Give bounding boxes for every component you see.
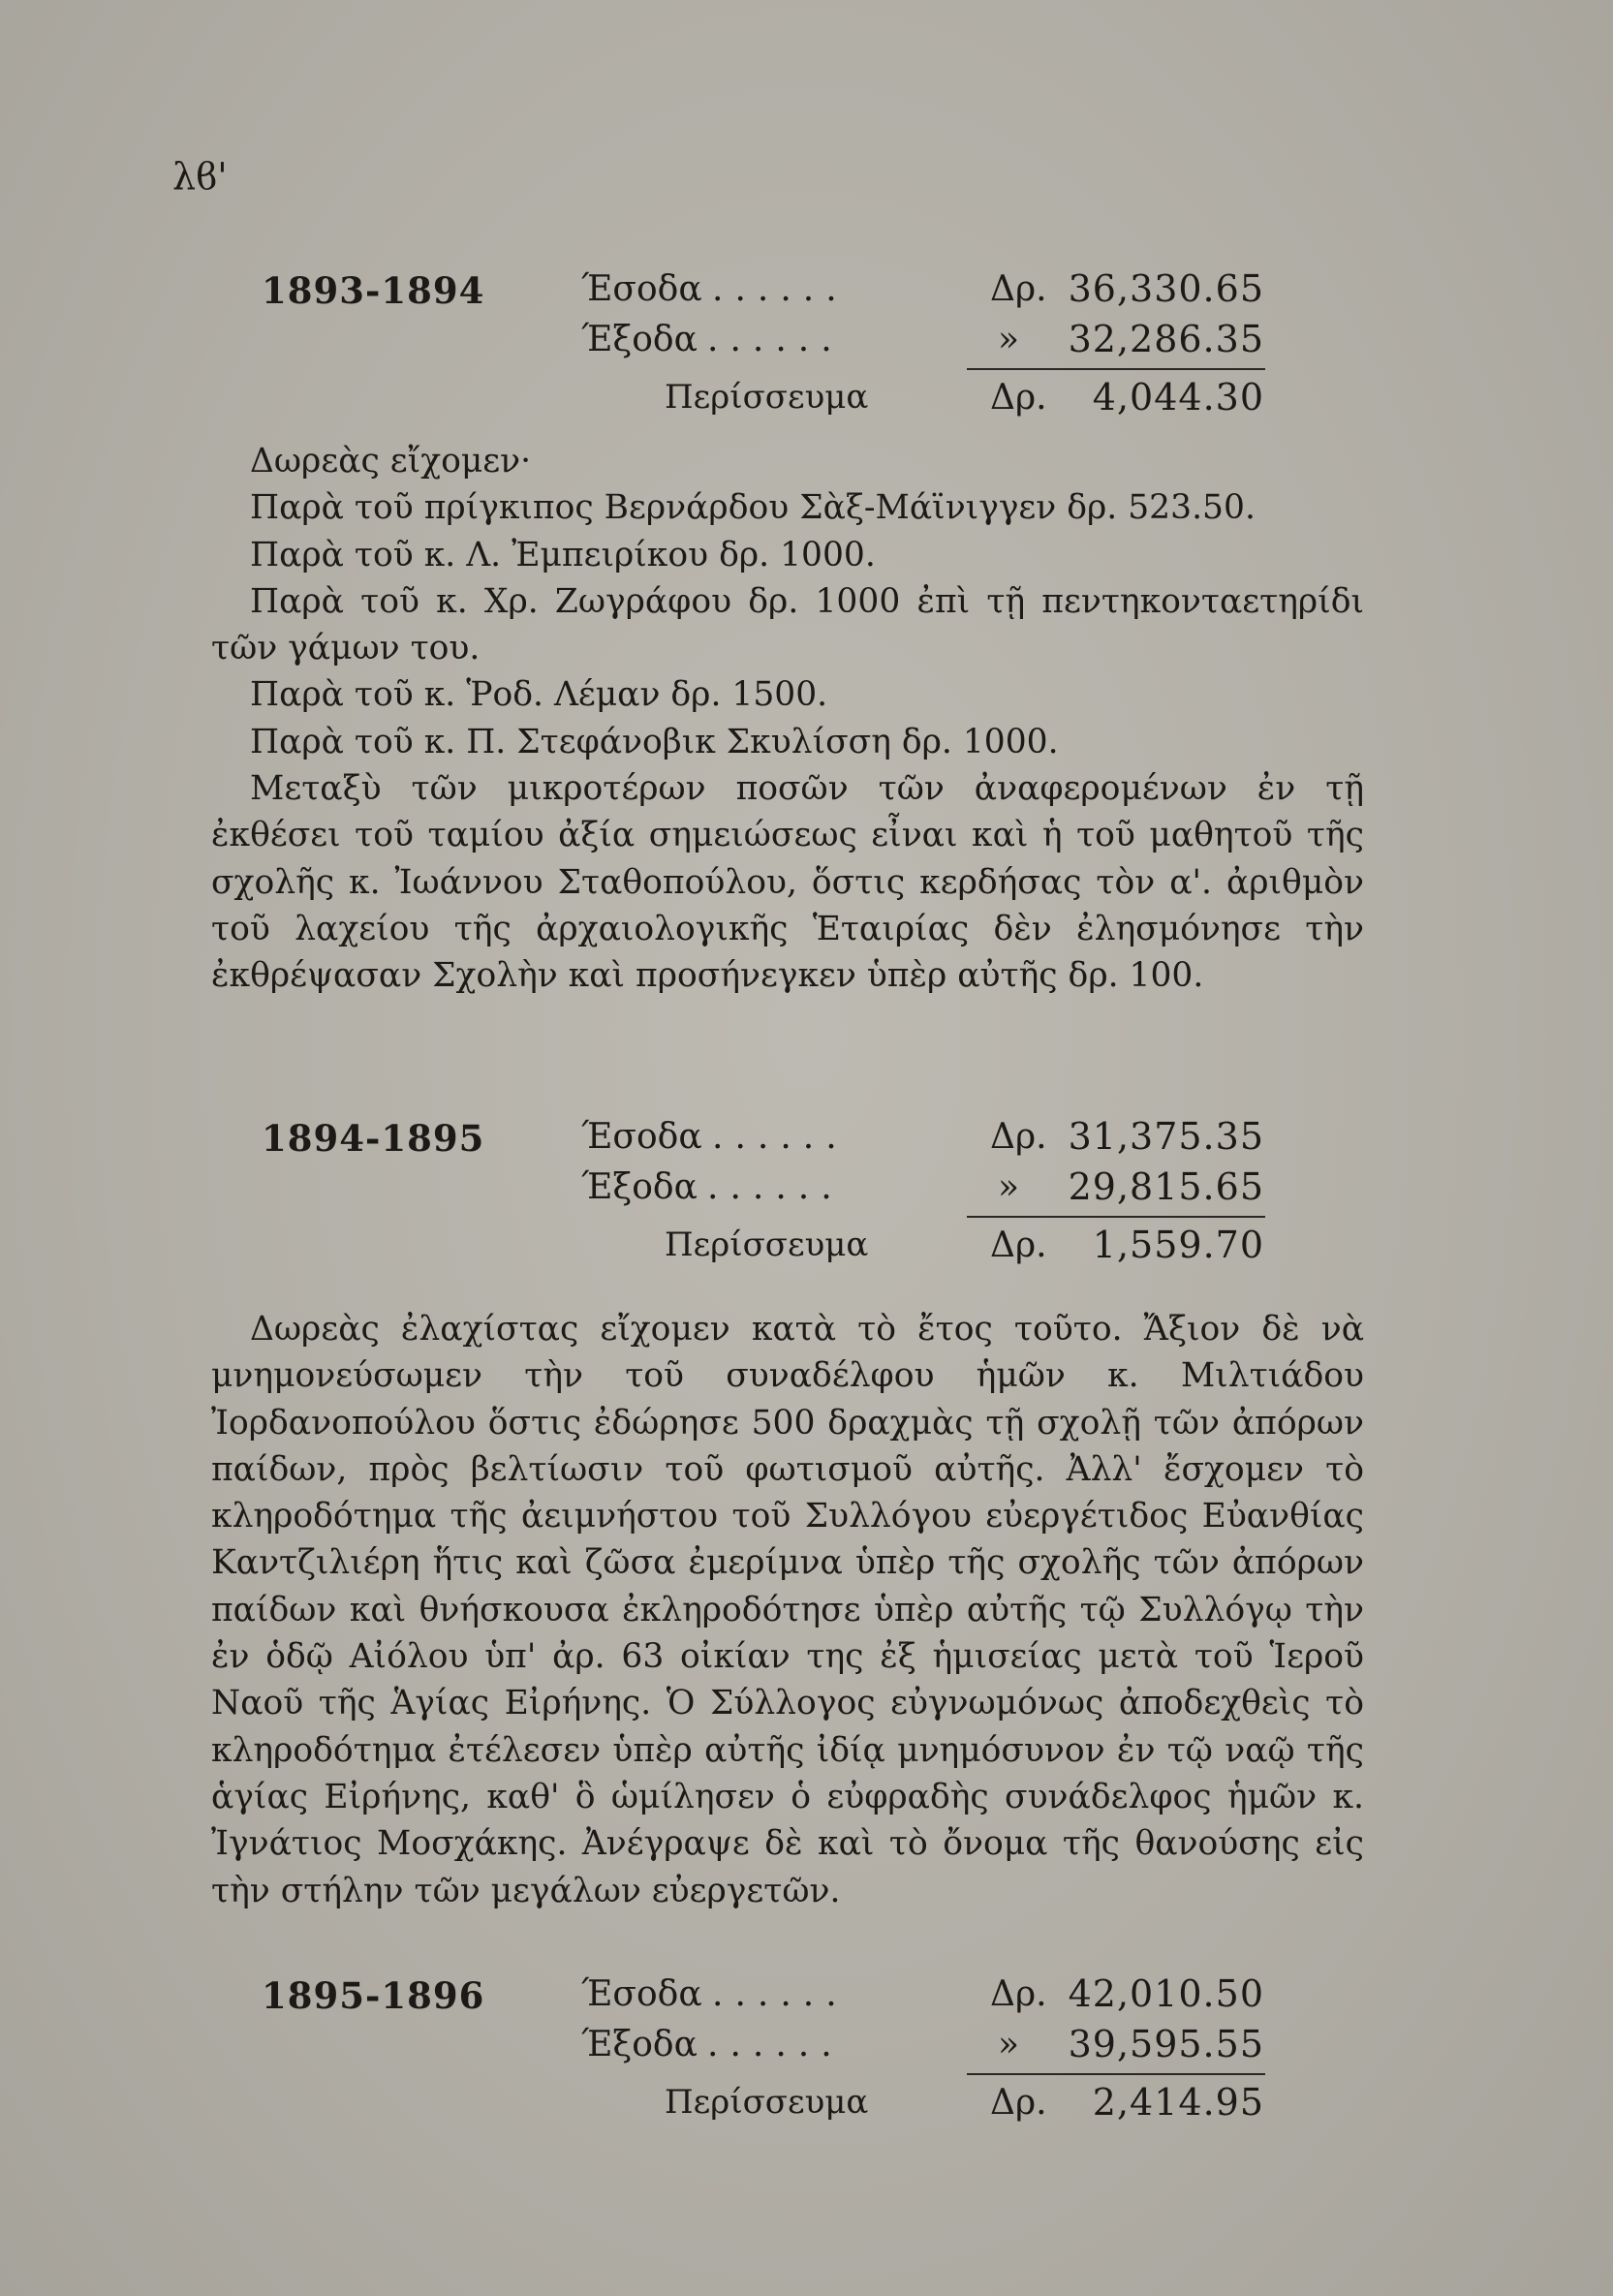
surplus-amount: 2,414.95 [1092,2081,1264,2124]
surplus-label: Περίσσευμα [665,2083,869,2122]
leader-dots: ...... [712,1117,849,1157]
income-amount: 42,010.50 [1068,1972,1264,2015]
sum-rule [967,368,1265,370]
account-years: 1893-1894 [262,269,485,312]
income-amount: 31,375.35 [1068,1115,1264,1158]
account-years: 1894-1895 [262,1117,485,1160]
surplus-currency: Δρ. [990,2083,1047,2123]
bequest-paragraph: Δωρεὰς ἐλαχίστας εἴχομεν κατὰ τὸ ἔτος τοῦτο. Ἄξιον δὲ νὰ μνημονεύσωμεν τὴν τοῦ συναδέλφου ἡμῶν κ. Μιλτιάδου Ἰορδανοπούλου ὅστις ἐδώρησε 500 δραχμὰς τῇ σχολῇ τῶν ἀπόρων παίδων, πρὸς βελτίωσιν τοῦ φωτισμοῦ αὐτῆς. Ἀλλ' ἔσχομεν τὸ κληροδότημα τῆς ἀειμνήστου τοῦ Συλλόγου εὐεργέτιδος Εὐανθίας Καντζιλιέρη ἥτις καὶ ζῶσα ἐμερίμνα ὑπὲρ τῆς σχολῆς τῶν ἀπόρων παίδων καὶ θνήσκουσα ἐκληροδότησε ὑπὲρ αὐτῆς τῷ Συλλόγῳ τὴν ἐν ὁδῷ Αἰόλου ὑπ' ἀρ. 63 οἰκίαν της ἐξ ἡμισείας μετὰ τοῦ Ἱεροῦ Ναοῦ τῆς Ἁγίας Εἰρήνης. Ὁ Σύλλογος εὐγνωμόνως ἀποδεχθεὶς τὸ κληροδότημα ἐτέλεσεν ὑπὲρ αὐτῆς ἰδίᾳ μνημόσυνον ἐν τῷ ναῷ τῆς ἁγίας Εἰρήνης, καθ' ὃ ὡμίλησεν ὁ εὐφραδὴς συνάδελφος ἡμῶν κ. Ἰγνάτιος Μοσχάκης. Ἀνέγραψε δὲ καὶ τὸ ὄνομα τῆς θανούσης εἰς τὴν στήλην τῶν μεγάλων εὐεργετῶν. [211,1310,1364,1910]
leader-dots: ...... [712,269,849,309]
sum-rule [967,1216,1265,1218]
donation-line: Παρὰ τοῦ πρίγκιπος Βερνάρδου Σὰξ-Μάϊνιγγεν δρ. 523.50. [250,488,1256,528]
expense-amount: 32,286.35 [1068,318,1264,360]
leader-dots: ...... [712,1974,849,2014]
surplus-currency: Δρ. [990,1226,1047,1265]
bequest-paragraph-block [211,1306,1364,1914]
surplus-label: Περίσσευμα [665,378,869,417]
donation-line: Παρὰ τοῦ κ. Λ. Ἐμπειρίκου δρ. 1000. [250,535,876,574]
donation-line: Παρὰ τοῦ κ. Ῥοδ. Λέμαν δρ. 1500. [250,675,828,715]
income-label: Έσοδα [581,1974,702,2014]
leader-dots: ...... [707,320,844,359]
surplus-amount: 1,559.70 [1092,1224,1264,1266]
expense-currency: » [998,320,1020,359]
donation-line: Παρὰ τοῦ κ. Π. Στεφάνοβικ Σκυλίσση δρ. 1000. [250,722,1059,761]
leader-dots: ...... [707,1167,844,1207]
donation-line: Παρὰ τοῦ κ. Χρ. Ζωγράφου δρ. 1000 ἐπὶ τῇ πεντηκονταετηρίδι τῶν γάμων του. [211,581,1364,668]
sum-rule [967,2073,1265,2075]
account-block-1894-1895 [0,1109,1613,1313]
surplus-amount: 4,044.30 [1092,376,1264,419]
account-block-1893-1894 [0,262,1613,465]
donations-heading: Δωρεὰς εἴχομεν· [250,442,532,481]
expense-currency: » [998,2025,1020,2064]
expense-currency: » [998,1167,1020,1207]
expense-label: Έξοδα [581,320,698,359]
surplus-label: Περίσσευμα [665,1226,869,1264]
page-number: λϐ' [172,155,228,198]
expense-amount: 39,595.55 [1068,2023,1264,2065]
account-block-1895-1896 [0,1967,1613,2170]
income-label: Έσοδα [581,269,702,309]
expense-label: Έξοδα [581,1167,698,1207]
leader-dots: ...... [707,2025,844,2064]
donations-section [211,438,1364,1000]
surplus-currency: Δρ. [990,378,1047,418]
income-currency: Δρ. [990,1974,1047,2014]
expense-label: Έξοδα [581,2025,698,2064]
income-label: Έσοδα [581,1117,702,1157]
expense-amount: 29,815.65 [1068,1165,1264,1208]
account-years: 1895-1896 [262,1974,485,2017]
income-currency: Δρ. [990,269,1047,309]
donation-note: Μεταξὺ τῶν μικροτέρων ποσῶν τῶν ἀναφερομένων ἐν τῇ ἐκθέσει τοῦ ταμίου ἀξία σημειώσεως εἶναι καὶ ἡ τοῦ μαθητοῦ τῆς σχολῆς κ. Ἰωάννου Σταθοπούλου, ὅστις κερδήσας τὸν α'. ἀριθμὸν τοῦ λαχείου τῆς ἀρχαιολογικῆς Ἑταιρίας δὲν ἐλησμόνησε τὴν ἐκθρέψασαν Σχολὴν καὶ προσήνεγκεν ὑπὲρ αὐτῆς δρ. 100. [211,769,1364,996]
income-currency: Δρ. [990,1117,1047,1157]
income-amount: 36,330.65 [1068,267,1264,310]
